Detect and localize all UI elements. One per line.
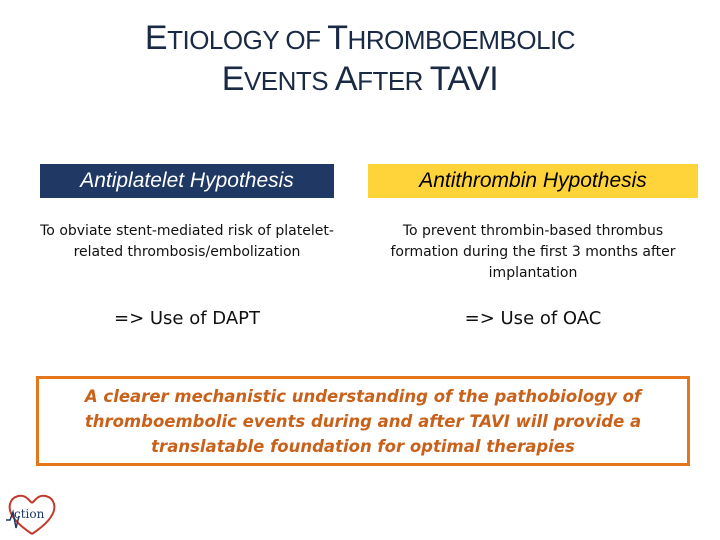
title-cap: E (221, 59, 244, 98)
action-logo (4, 490, 60, 538)
antiplatelet-description: To obviate stent-mediated risk of platelet-related thrombosis/embolization (40, 223, 334, 260)
title-cap: TAVI (429, 59, 499, 98)
antiplatelet-conclusion: => Use of DAPT (113, 308, 260, 329)
antithrombin-description: To prevent thrombin-based thrombus formation during the first 3 months after implantation (390, 223, 676, 281)
title-rest: TIOLOGY OF (167, 25, 328, 55)
title-line-2 (0, 59, 720, 100)
title-rest: VENTS (243, 65, 335, 96)
title-cap: T (327, 19, 348, 57)
logo-text: ction (14, 507, 45, 521)
callout-box (36, 376, 690, 466)
title-rest: FTER (357, 65, 430, 96)
antithrombin-header: Antithrombin Hypothesis (368, 164, 698, 198)
slide-title (0, 18, 720, 100)
title-cap: A (334, 59, 358, 98)
antithrombin-conclusion: => Use of OAC (464, 308, 602, 329)
title-cap: E (144, 19, 168, 57)
antiplatelet-header: Antiplatelet Hypothesis (40, 164, 334, 198)
callout-text: A clearer mechanistic understanding of the pathobiology of thromboembolic events during and after TAVI will provide a translatable foundation for optimal therapies (84, 386, 642, 456)
title-rest: HROMBOEMBOLIC (347, 25, 576, 55)
title-line-1 (0, 18, 720, 59)
